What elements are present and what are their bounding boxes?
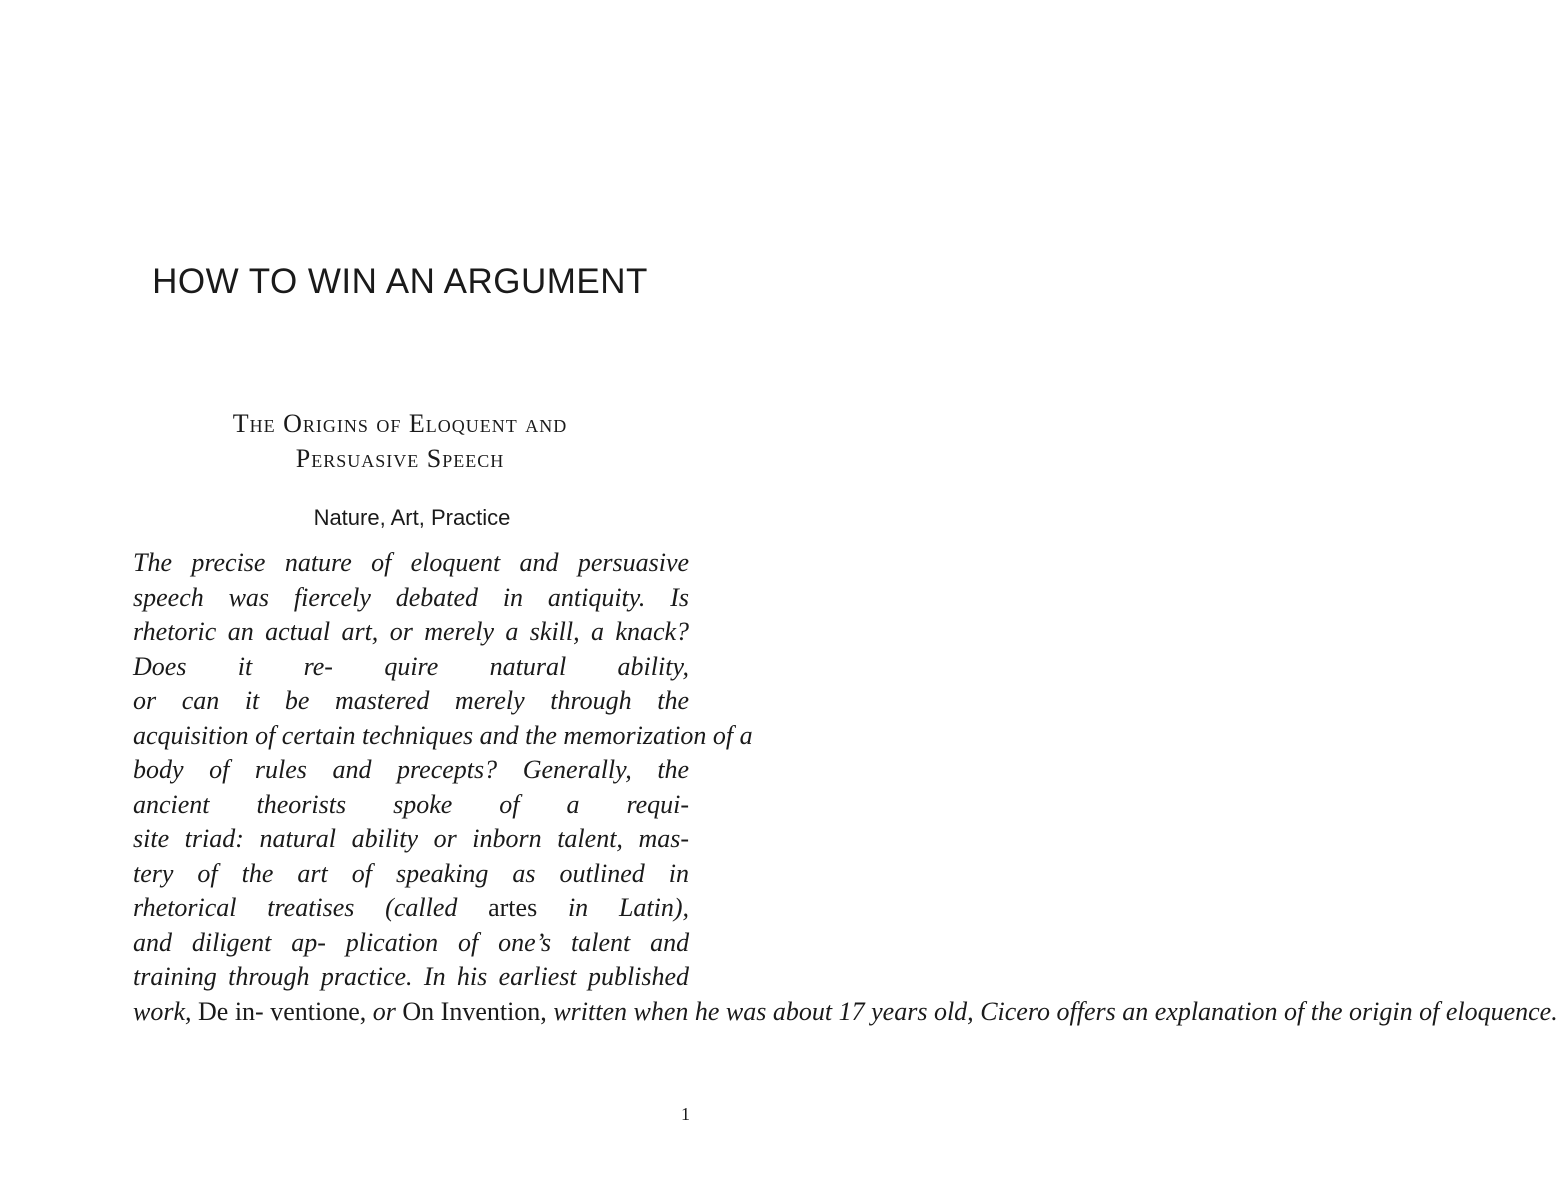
paragraph-line: rhetoric an actual art, or merely a skill, a knack? <box>133 617 690 646</box>
paragraph-line: ancient theorists spoke of a requi- <box>133 789 690 819</box>
chapter-title-line-2: Persuasive Speech <box>295 444 505 473</box>
paragraph-line: work, De in- ventione, or On Invention, written when he was about 17 years old, Cicero offers an explanation of the origin of eloquence. <box>133 996 1558 1026</box>
paragraph-line: Does it re- quire natural ability, <box>133 651 690 681</box>
body-paragraph <box>133 546 1558 1029</box>
paragraph-line: and diligent ap- plication of one’s talent and <box>133 927 690 957</box>
chapter-title-line-1: The Origins of Eloquent and <box>232 409 568 438</box>
paragraph-line: training through practice. In his earliest published <box>133 962 690 991</box>
paragraph-line: body of rules and precepts? Generally, the <box>133 755 690 784</box>
paragraph-line: rhetorical treatises (called artes in Latin), <box>133 893 690 922</box>
paragraph-line: or can it be mastered merely through the <box>133 686 690 715</box>
chapter-title <box>0 406 800 476</box>
paragraph-line: acquisition of certain techniques and the memorization of a <box>133 720 753 750</box>
paragraph-line: site triad: natural ability or inborn talent, mas- <box>133 824 690 853</box>
book-title: HOW TO WIN AN ARGUMENT <box>152 262 648 301</box>
section-title: Nature, Art, Practice <box>313 505 511 530</box>
paragraph-line: The precise nature of eloquent and persuasive <box>133 548 690 577</box>
paragraph-line: speech was fiercely debated in antiquity. Is <box>133 582 689 612</box>
page-number: 1 <box>681 1104 690 1124</box>
paragraph-line: tery of the art of speaking as outlined in <box>133 858 689 888</box>
